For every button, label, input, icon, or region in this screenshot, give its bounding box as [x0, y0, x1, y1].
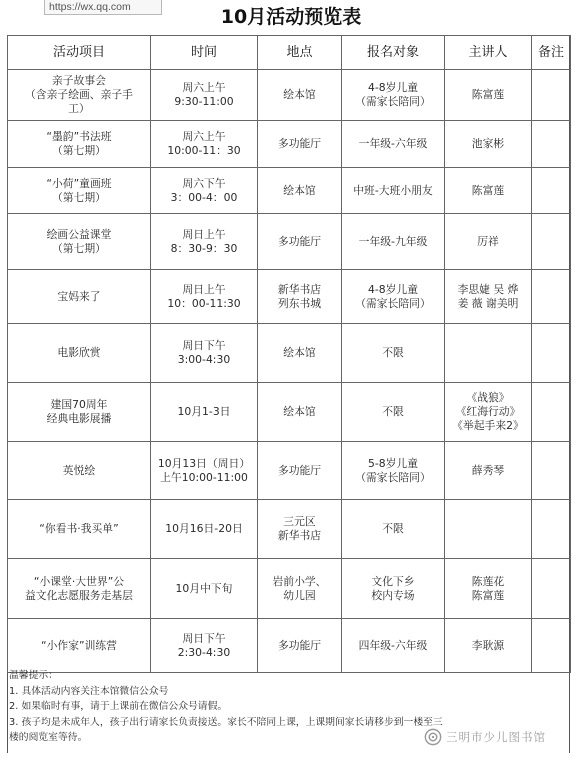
activity-note-cell [532, 270, 571, 324]
activity-place-cell [258, 619, 342, 673]
activity-place: 岩前小学、 [272, 574, 327, 588]
activity-time: 3：00-4：00 [170, 190, 238, 204]
notes-item: 2. 如果临时有事，请于上课前在微信公众号请假。 [9, 701, 228, 713]
activity-target-cell [342, 214, 445, 270]
activity-name-cell [8, 168, 151, 214]
activity-speaker-cell [445, 70, 532, 121]
activity-speaker: 陈富莲 [471, 183, 505, 197]
activity-time-cell [151, 214, 258, 270]
activity-speaker-cell [445, 559, 532, 619]
activity-place: 绘本馆 [283, 183, 316, 197]
activity-time: 上午10:00-11:00 [160, 470, 248, 484]
activity-name: 建国70周年 [50, 398, 108, 411]
activity-note-cell [532, 214, 571, 270]
table-row [8, 270, 571, 324]
activity-place-cell [258, 214, 342, 270]
activity-time-cell [151, 324, 258, 383]
activity-note-cell [532, 70, 571, 121]
activity-target-cell [342, 383, 445, 442]
activity-speaker-cell [445, 442, 532, 500]
activity-note-cell [532, 559, 571, 619]
header-activity: 活动项目 [8, 36, 151, 70]
activity-time: 3:00-4:30 [177, 353, 231, 366]
url-bar[interactable]: https://wx.qq.com [44, 0, 162, 15]
activity-target: 不限 [382, 522, 404, 535]
page-title: 10月活动预览表 [220, 6, 362, 28]
activity-place: 幼儿园 [283, 588, 316, 602]
activity-place-cell [258, 383, 342, 442]
table-row [8, 214, 571, 270]
table-row [8, 559, 571, 619]
activity-speaker-cell [445, 500, 532, 559]
watermark-text: 三明市少儿图书馆 [446, 730, 546, 744]
activity-place: 列东书城 [277, 296, 322, 310]
activity-name-cell [8, 442, 151, 500]
activity-name-cell [8, 270, 151, 324]
activity-name: “你看书·我买单” [39, 522, 119, 535]
activity-target-cell [342, 121, 445, 168]
activity-time: 周日上午 [182, 227, 226, 241]
activity-speaker: 李思婕 吴 烨 [457, 282, 519, 296]
activity-time: 周六上午 [182, 81, 226, 94]
activity-time: 10月中下旬 [175, 581, 233, 595]
activity-time-cell [151, 270, 258, 324]
activity-speaker-cell [445, 121, 532, 168]
activity-name-cell [8, 559, 151, 619]
table-row [8, 442, 571, 500]
activity-target: （需家长陪同） [355, 296, 431, 310]
activity-name-cell [8, 70, 151, 121]
activity-speaker-cell [445, 324, 532, 383]
activity-place: 多功能厅 [277, 137, 322, 150]
activity-time: 10月16日-20日 [165, 522, 243, 535]
activity-target: 校内专场 [371, 588, 415, 602]
activity-target: （需家长陪同） [355, 95, 431, 108]
activity-target-cell [342, 500, 445, 559]
activity-time-cell [151, 168, 258, 214]
table-body [8, 70, 571, 673]
activity-speaker-cell [445, 214, 532, 270]
table-row [8, 121, 571, 168]
activity-target-cell [342, 270, 445, 324]
wechat-official-account-icon [424, 728, 442, 746]
activity-place-cell [258, 500, 342, 559]
activity-target-cell [342, 70, 445, 121]
schedule-table [7, 35, 571, 673]
activity-place: 新华书店 [277, 529, 322, 542]
table-row [8, 619, 571, 673]
header-target: 报名对象 [342, 36, 445, 70]
activity-name: 英悦绘 [62, 463, 96, 477]
activity-target: 不限 [382, 346, 404, 359]
activity-time: 10：00-11:30 [167, 296, 241, 310]
notes-item: 1. 具体活动内容关注本馆微信公众号 [9, 685, 169, 697]
activity-place: 绘本馆 [283, 88, 316, 101]
activity-name: “小课堂·大世界”公 [33, 574, 125, 588]
activity-place-cell [258, 70, 342, 121]
activity-place: 多功能厅 [277, 234, 322, 248]
activity-time: 9:30-11:00 [174, 95, 234, 108]
activity-note-cell [532, 121, 571, 168]
activity-note-cell [532, 500, 571, 559]
activity-name: 工） [68, 102, 90, 115]
activity-place: 多功能厅 [277, 463, 322, 477]
activity-time: 10月13日（周日） [157, 456, 251, 470]
activity-place-cell [258, 121, 342, 168]
activity-time-cell [151, 383, 258, 442]
activity-speaker-cell [445, 383, 532, 442]
activity-time: 周日上午 [182, 282, 226, 296]
activity-place: 绘本馆 [283, 346, 316, 359]
activity-name: （含亲子绘画、亲子手 [25, 88, 133, 101]
activity-place-cell [258, 324, 342, 383]
header-note: 备注 [532, 36, 571, 70]
activity-speaker: 陈莲花 [471, 574, 505, 588]
activity-name-cell [8, 383, 151, 442]
activity-speaker: 《战狼》 [466, 391, 510, 404]
table-row [8, 500, 571, 559]
watermark [424, 726, 574, 748]
activity-note-cell [532, 619, 571, 673]
activity-target: 4-8岁儿童 [367, 282, 419, 296]
activity-time: 10:00-11：30 [167, 144, 241, 157]
activity-name-cell [8, 121, 151, 168]
notes-item: 楼的阅览室等待。 [9, 732, 88, 744]
header-time: 时间 [151, 36, 258, 70]
activity-name: “小作家”训练营 [41, 638, 117, 652]
activity-name: 亲子故事会 [52, 74, 106, 87]
notes-item: 3. 孩子均是未成年人，孩子出行请家长负责接送。家长不陪同上课，上课期间家长请移步到一楼至三 [9, 716, 443, 728]
activity-time: 10月1-3日 [177, 405, 231, 418]
activity-speaker: 池家彬 [471, 137, 505, 150]
table-header-row [8, 36, 571, 70]
table-row [8, 70, 571, 121]
activity-speaker: 李耿源 [471, 638, 505, 652]
activity-place-cell [258, 270, 342, 324]
activity-time-cell [151, 121, 258, 168]
table-row [8, 324, 571, 383]
activity-speaker-cell [445, 619, 532, 673]
activity-name: 宝妈来了 [57, 289, 101, 303]
activity-time: 周六上午 [182, 130, 226, 143]
activity-target-cell [342, 442, 445, 500]
activity-speaker: 薛秀琴 [471, 463, 505, 477]
activity-time-cell [151, 70, 258, 121]
activity-place-cell [258, 442, 342, 500]
activity-target-cell [342, 324, 445, 383]
activity-target: 文化下乡 [371, 574, 415, 588]
activity-note-cell [532, 168, 571, 214]
header-place: 地点 [258, 36, 342, 70]
activity-time-cell [151, 500, 258, 559]
activity-name: “墨韵”书法班 [46, 130, 112, 143]
activity-speaker: 《红海行动》 [455, 405, 521, 418]
header-speaker: 主讲人 [445, 36, 532, 70]
activity-target-cell [342, 168, 445, 214]
activity-speaker: 陈富莲 [471, 88, 505, 101]
activity-target: 一年级-九年级 [358, 234, 428, 248]
activity-target: 四年级-六年级 [358, 638, 428, 652]
activity-note-cell [532, 383, 571, 442]
activity-place: 多功能厅 [277, 638, 322, 652]
activity-target: 4-8岁儿童 [367, 81, 419, 94]
activity-note-cell [532, 442, 571, 500]
activity-time-cell [151, 619, 258, 673]
activity-place: 三元区 [283, 515, 316, 528]
activity-name: 经典电影展播 [46, 412, 112, 425]
activity-speaker: 《举起手来2》 [452, 419, 524, 432]
activity-name: （第七期） [52, 144, 106, 157]
activity-time-cell [151, 442, 258, 500]
activity-speaker: 厉祥 [477, 234, 499, 248]
activity-speaker: 陈富莲 [471, 588, 505, 602]
activity-name-cell [8, 619, 151, 673]
activity-name-cell [8, 500, 151, 559]
activity-place: 新华书店 [277, 282, 322, 296]
activity-name: “小荷”童画班 [46, 176, 112, 190]
activity-target-cell [342, 559, 445, 619]
activity-target: （需家长陪同） [355, 470, 431, 484]
activity-speaker: 姜 薇 谢美明 [457, 296, 519, 310]
activity-speaker-cell [445, 168, 532, 214]
activity-time-cell [151, 559, 258, 619]
activity-speaker-cell [445, 270, 532, 324]
activity-time: 周日下午 [182, 631, 226, 645]
activity-target: 5-8岁儿童 [367, 456, 419, 470]
activity-name-cell [8, 324, 151, 383]
activity-place-cell [258, 559, 342, 619]
activity-name: （第七期） [52, 190, 106, 204]
activity-target-cell [342, 619, 445, 673]
activity-target: 不限 [382, 405, 404, 418]
activity-place-cell [258, 168, 342, 214]
activity-name: 电影欣赏 [57, 346, 101, 359]
activity-target: 中班-大班小朋友 [353, 183, 433, 197]
activity-name: 绘画公益课堂 [46, 227, 112, 241]
activity-note-cell [532, 324, 571, 383]
activity-target: 一年级-六年级 [358, 137, 428, 150]
activity-place: 绘本馆 [283, 405, 316, 418]
activity-time: 周六下午 [182, 176, 226, 190]
notes-heading: 温馨提示： [9, 670, 58, 681]
table-row [8, 168, 571, 214]
activity-name-cell [8, 214, 151, 270]
activity-time: 2:30-4:30 [177, 645, 231, 659]
activity-name: （第七期） [52, 241, 106, 255]
activity-name: 益文化志愿服务走基层 [25, 588, 133, 602]
table-row [8, 383, 571, 442]
activity-time: 周日下午 [182, 339, 226, 352]
activity-time: 8：30-9：30 [170, 241, 238, 255]
